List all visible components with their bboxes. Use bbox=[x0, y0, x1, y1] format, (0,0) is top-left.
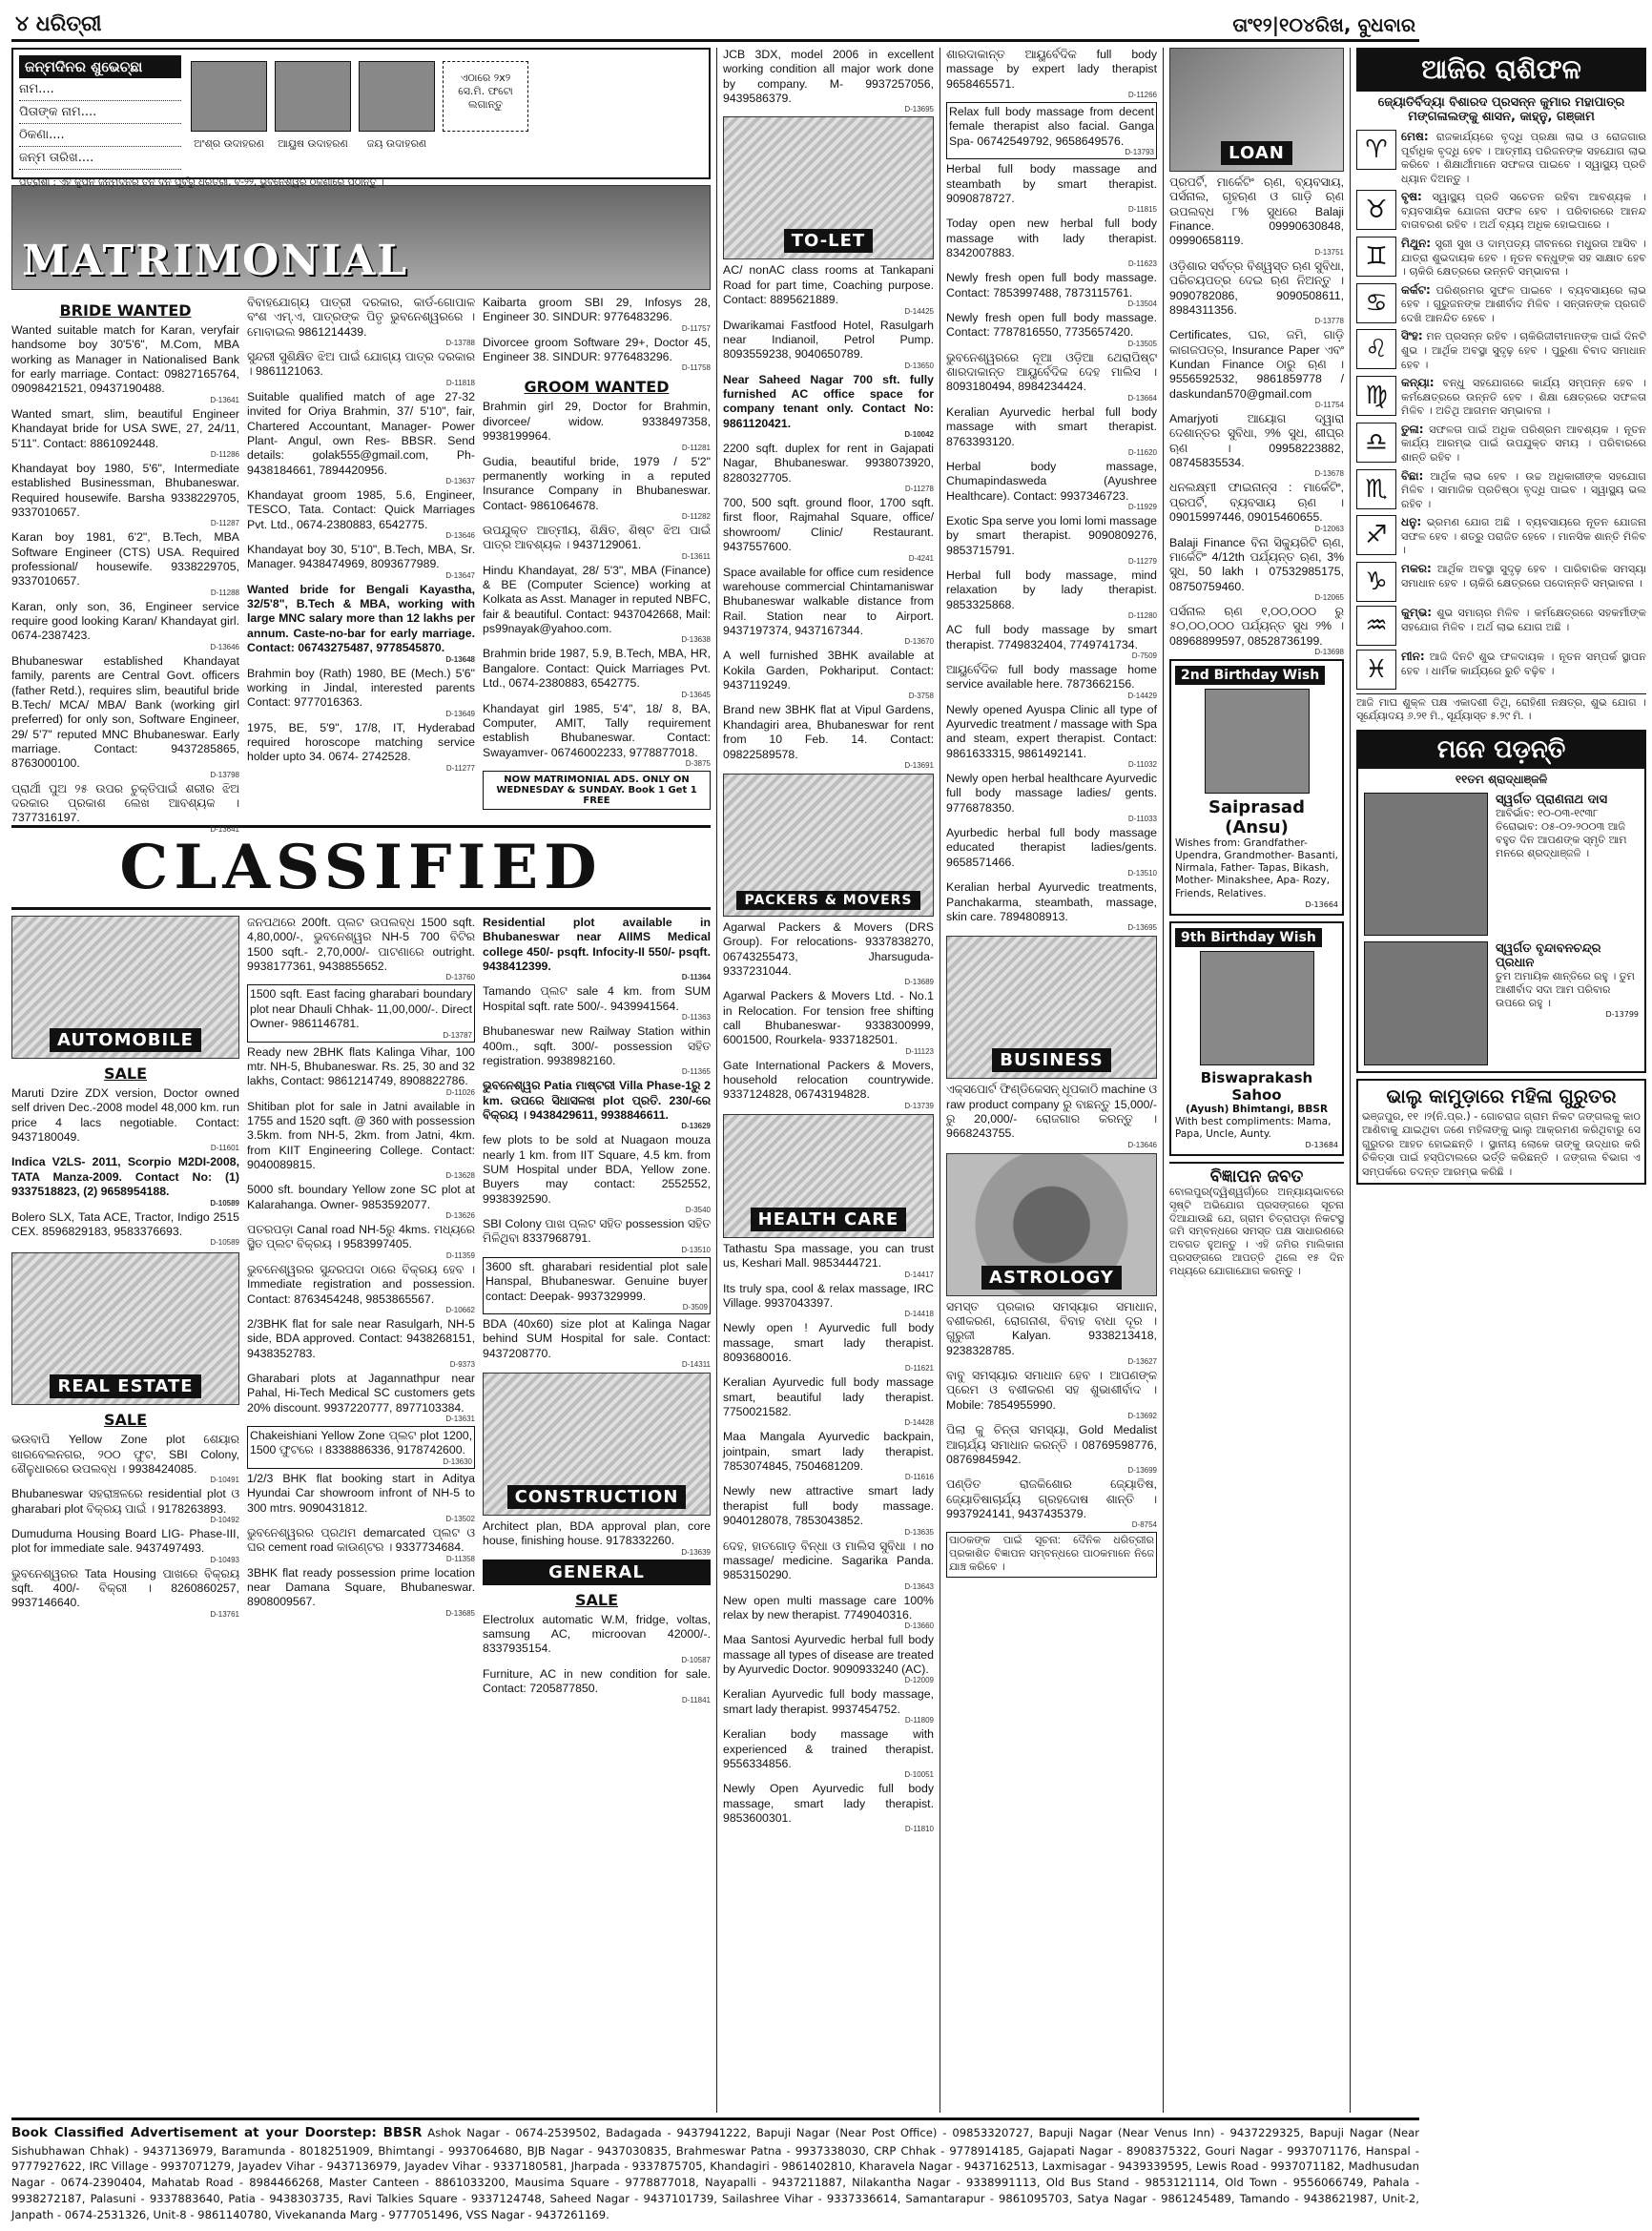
business-image bbox=[946, 936, 1157, 1079]
classified-ad: ଶାରଦାକାନ୍ତ ଆୟୁର୍ବେଦିକ full body massage by expert lady therapist 9658465571. D-11266 bbox=[946, 48, 1157, 100]
classified-ad: 1/2/3 BHK flat booking start in Aditya Hyundai Car showroom infront of NH-5 to 300 mtrs. 9090431812. D-13502 bbox=[247, 1471, 475, 1523]
classified-ad: ଭୁବନେଶ୍ୱରର Tata Housing ପାଖରେ ବିକ୍ରୟ sqft. 400/- ବିକ୍ରୀ । 8260860257, 9937146640. D-13761 bbox=[11, 1566, 239, 1619]
wish-label: 9th Birthday Wish bbox=[1175, 928, 1322, 947]
news-item bbox=[1356, 1079, 1646, 1186]
bride-wanted-heading: BRIDE WANTED bbox=[59, 301, 192, 320]
photo-caption: ଜୟ ଉଦାହରଣ bbox=[366, 137, 427, 150]
classified-ad: Shitiban plot for sale in Jatni available in 1755 and 1520 sqft. @ 360 with possession 3.5km. from NH-5, 2km. from Jatni, 4km. from KIIT Engineering College. Contact: 9040089815. D-13628 bbox=[247, 1099, 475, 1181]
rashifal-title: ଆଜିର ରାଶିଫଳ bbox=[1356, 48, 1646, 92]
classified-ad: 5000 sft. boundary Yellow zone SC plot at Kalarahanga. Owner- 9853592077. D-13626 bbox=[247, 1183, 475, 1221]
classified-ad: Brand new 3BHK flat at Vipul Gardens, Khandagiri area, Bhubaneswar for rent from 10 Feb. 14. Contact: 09822589578. D-13691 bbox=[723, 703, 934, 770]
classified-ad: Keralian Ayurvedic full body massage smart, beautiful lady therapist. 7750021582. D-14428 bbox=[723, 1375, 934, 1428]
sample-photo bbox=[191, 61, 267, 132]
classified-ad: ଆୟୁର୍ବେଦିକ full body massage home service available here. 7873662156. D-14429 bbox=[946, 662, 1157, 700]
aries-icon: ♈ bbox=[1356, 130, 1396, 170]
to-let-image bbox=[723, 116, 934, 259]
construction-image bbox=[483, 1373, 711, 1516]
loan-image bbox=[1169, 48, 1344, 172]
classified-ad: Newly fresh open full body massage. Contact: 7787816550, 7735657420. D-13505 bbox=[946, 311, 1157, 348]
classified-ad: Bolero SLX, Tata ACE, Tractor, Indigo 2515 CEX. 8596829183, 9583376693. D-10589 bbox=[11, 1209, 239, 1248]
classified-ad: Khandayat groom 1985, 5.6, Engineer, TESCO, Tata. Contact: Quick Marriages Pvt. Ltd., 0674-2380883, 6542775. D-13646 bbox=[247, 487, 475, 541]
birthday-coupon bbox=[11, 48, 711, 188]
classified-ad: ପିଲା କୁ ଚିନ୍ତା ସମସ୍ୟା, Gold Medalist ଆଚାର୍ଯ୍ୟ ସମାଧାନ କରନ୍ତି । 08769598776, 08769845942. D-13699 bbox=[946, 1423, 1157, 1476]
name-field: ନାମ.... bbox=[19, 82, 181, 101]
classified-ad: Newly fresh open full body massage. Contact: 7853997488, 7873115761. D-13504 bbox=[946, 271, 1157, 309]
rashi-entry: ♐ ଧନୁ: ଭ୍ରମଣ ଯୋଗ ଅଛି । ବ୍ୟବସାୟରେ ନୂତନ ଯୋଜନା ସଫଳ ହେବ । ଶତ୍ରୁ ପରାଜିତ ହେବେ । ମାନସିକ ଶାନ୍ତି ମିଳିବ । bbox=[1356, 515, 1646, 558]
classified-ad: Gate International Packers & Movers, household relocation countrywide. 9337124828, 06743194828. D-13739 bbox=[723, 1058, 934, 1110]
matrimonial-footnote: NOW MATRIMONIAL ADS. ONLY ON WEDNESDAY & SUNDAY. Book 1 Get 1 FREE bbox=[483, 771, 711, 810]
classified-ad: Indica V2LS- 2011, Scorpio M2DI-2008, TATA Manza-2009. Contact No: (1) 9337518823, (2) 9658954188. D-10589 bbox=[11, 1155, 239, 1208]
memorial-name: ସ୍ୱର୍ଗତ ପ୍ରାଣନାଥ ଦାସ bbox=[1496, 792, 1608, 807]
leo-icon: ♌ bbox=[1356, 329, 1396, 369]
classified-ad: ଓଡ଼ିଶାର ସର୍ବତ୍ର ବିଶ୍ୱସ୍ତ ଋଣ ସୁବିଧା, ପରିଚୟପତ୍ର ଦେଇ ଋଣ ନିଅନ୍ତୁ । 9090782086, 9090508611, 8984311356. D-13778 bbox=[1169, 258, 1344, 326]
classified-ad: Newly open ! Ayurvedic full body massage, smart lady therapist. 8093680016. D-11621 bbox=[723, 1321, 934, 1374]
wish-child-place: (Ayush) Bhimtangi, BBSR bbox=[1185, 1103, 1329, 1115]
classified-ad: Wanted suitable match for Karan, veryfair handsome boy 30'5'6", M.Com, MBA working as Manager in Nationalised Bank for early marriage. Contact: 09827165764, 09098421521, 09437190488. D-13641 bbox=[11, 323, 239, 404]
sample-photo bbox=[359, 61, 435, 132]
classified-ad: Khandayat boy 30, 5'10", B.Tech, MBA, Sr. Manager. 9438474969, 8093677989. D-13647 bbox=[247, 543, 475, 580]
wish-text: Wishes from: Grandfather- Upendra, Grandmother- Basanti, Nirmala, Father- Tapas, Bikash, Mother- Minakshee, Apa- Rozy, Friends, Relatives. bbox=[1175, 837, 1338, 899]
classified-ad: Agarwal Packers & Movers (DRS Group). For relocations- 9337838270, 06743255473, Jharsuguda- 9337231044. D-13689 bbox=[723, 919, 934, 987]
classified-banner-title: CLASSIFIED bbox=[11, 825, 711, 910]
rashi-entry: ♑ ମକର: ଆର୍ଥିକ ଅବସ୍ଥା ସୁଦୃଢ଼ ହେବ । ପାରିବାରିକ ସମସ୍ୟା ସମାଧାନ ହେବ । ଚାକିରି କ୍ଷେତ୍ରରେ ପଦୋନ୍ନତି ସମ୍ଭାବନା । bbox=[1356, 562, 1646, 602]
construction-label: CONSTRUCTION bbox=[507, 1485, 687, 1509]
classified-ad: ଉପଯୁକ୍ତ ଆତ୍ମୀୟ, ଶିକ୍ଷିତ, ଶିଷ୍ଟ ଝିଅ ପାଇଁ ପାତ୍ର ଆବଶ୍ୟକ । 9437129061. D-13611 bbox=[483, 523, 711, 561]
classified-ad: ବିବାହଯୋଗ୍ୟ ପାତ୍ରୀ ଦରକାର, କାର୍ଡ-ଗୋପାଳ ବଂଶ ଏମ୍.ଏ, ପାତ୍ରଙ୍କ ପିତୃ ଭୁବନେଶ୍ୱରରେ । ମୋବାଇଲ 9861214439. D-13788 bbox=[247, 296, 475, 348]
footer-agents-list: Ashok Nagar - 0674-2539502, Badagada - 9437941222, Bapuji Nagar (Near Post Office) - 09853320727, Bapuji Nagar (Near Venus Inn) - 9437229325, Bapuji Nagar (Near Sishubhawan Chhak) - 9437136979, Baramunda - 8018251909, Bhimtangi - 9937064680, BJB Nagar - 9437030835, Brahmeswar Patna - 9937338030, CRP Chhak - 9778914185, Gajapati Nagar - 8908375322, Gouri Nagar - 9937071176, Hanspal - 9777927622, IRC Village - 9937071279, Jayadev Vihar - 9437136979, Jayadev Vihar - 9337180581, Jharpada - 9337875705, Khandagiri - 9861402810, Kharavela Nagar - 9437162513, Laxmisagar - 9439339595, Lewis Road - 9937071182, Madhusudan Nagar - 0674-2390404, Mahatab Road - 8984466268, Master Canteen - 8861033200, Mausima Square - 9778877018, Nayapalli - 9437211887, Nilakantha Nagar - 9338991113, Old Bus Stand - 9853121114, Old Town - 9556066749, Pahala - 9938272187, Palasuni - 9337883640, Patia - 9438303735, Ravi Talkies Square - 9337124748, Saheed Nagar - 9437101739, Sailashree Vihar - 9337336614, Samantarapur - 9861095703, Satya Nagar - 9861245489, Tamando - 9438621987, Unit-2, Janpath - 0674-2531326, Unit-8 - 9861140780, Vivekananda Marg - 9777051496, VSS Nagar - 9437261169. bbox=[11, 2126, 1419, 2221]
classified-col-2 bbox=[247, 916, 475, 2051]
memorial-label: ୧୧ତମ ଶ୍ରାଦ୍ଧାଞ୍ଜଳି bbox=[1455, 772, 1548, 786]
classified-ad: Keralian herbal Ayurvedic treatments, Panchakarma, steambath, massage, skin care. 7894808913. D-13695 bbox=[946, 880, 1157, 933]
classified-ad: Maa Mangala Ayurvedic backpain, jointpain, smart lady therapist. 7853074845, 7504681209. D-11616 bbox=[723, 1430, 934, 1482]
classified-ad: Kaibarta groom SBI 29, Infosys 28, Engineer 30. SINDUR: 9776483296. D-11757 bbox=[483, 296, 711, 333]
classified-ad: ଧନଲକ୍ଷ୍ମୀ ଫାଇନାନ୍ସ : ମାର୍କେଟିଂ, ପ୍ରପର୍ଟି, ବ୍ୟବସାୟ ଋଣ । 09015997446, 09015460655. D-12063 bbox=[1169, 481, 1344, 533]
matrimonial-section bbox=[11, 296, 711, 834]
classified-ad: Dwarikamai Fastfood Hotel, Rasulgarh near Indianoil, Petrol Pump. 8093559238, 9040650789. D-13650 bbox=[723, 318, 934, 370]
classified-ad: ସୁନ୍ଦରୀ ସୁଶିକ୍ଷିତ ଝିଅ ପାଇଁ ଯୋଗ୍ୟ ପାତ୍ର ଦରକାର । 9861121063. D-11818 bbox=[247, 350, 475, 387]
scorpio-icon: ♏ bbox=[1356, 469, 1396, 509]
classified-ad: Herbal body massage, Chumapindasweda (Ayushree Healthcare). Contact: 9937346723. D-11929 bbox=[946, 459, 1157, 511]
matrimonial-col-3 bbox=[483, 296, 711, 825]
page-header bbox=[11, 10, 1419, 42]
page-number-masthead: ୪ ଧରିତ୍ରୀ bbox=[15, 12, 102, 36]
rashi-entry: ♏ ବିଛା: ଆର୍ଥିକ ଲାଭ ହେବ । ଉଚ୍ଚ ଅଧିକାରୀଙ୍କ ସହଯୋଗ ମିଳିବ । ସାମାଜିକ ପ୍ରତିଷ୍ଠା ବୃଦ୍ଧି ପାଇବ । ସ୍ୱାସ୍ଥ୍ୟ ଭଲ ରହିବ । bbox=[1356, 469, 1646, 512]
classified-ad: Maa Santosi Ayurvedic herbal full body massage all types of disease are treated by Ayurvedic Doctor. 9090933240 (AC). D-12009 bbox=[723, 1633, 934, 1685]
memorial-name: ସ୍ୱର୍ଗତ ବୃନ୍ଦାବନଚନ୍ଦ୍ର ପ୍ରଧାନ bbox=[1496, 940, 1601, 970]
packers-movers-image bbox=[723, 774, 934, 917]
wish-text: With best compliments: Mama, Papa, Uncle, Aunty. bbox=[1175, 1115, 1332, 1140]
health-care-label: HEALTH CARE bbox=[751, 1208, 907, 1231]
classified-ad: AC/ nonAC class rooms at Tankapani Road for part time, Coaching purpose. Contact: 8895621889. D-14425 bbox=[723, 263, 934, 316]
classified-ad: Space available for office cum residence warehouse commercial Chintamaniswar Bhubaneswar walkable distance from Rail. Station near to Airport. 9437197374, 9437167344. D-13670 bbox=[723, 565, 934, 647]
sample-photos bbox=[191, 61, 528, 132]
classified-ad: Bhubaneswar new Railway Station within 400m., sqft. 300/- possession ସହିତ registration. 9938982160. D-11365 bbox=[483, 1024, 711, 1077]
sagittarius-icon: ♐ bbox=[1356, 515, 1396, 555]
classified-ad: Agarwal Packers & Movers Ltd. - No.1 in Relocation. For tension free shifting call Bhubaneswar- 9338300999, 6001500, Rourkela- 9337182501. D-11123 bbox=[723, 989, 934, 1056]
classified-ad: Karan, only son, 36, Engineer service require good looking Karan/ Khandayat girl. 0674-2387423. D-13646 bbox=[11, 599, 239, 651]
classified-ad: Architect plan, BDA approval plan, core house, finishing house. 9178332260. D-13639 bbox=[483, 1518, 711, 1557]
loan-column bbox=[1169, 48, 1351, 2113]
classified-ad: Newly Open Ayurvedic full body massage, smart lady therapist. 9853600301. D-11810 bbox=[723, 1782, 934, 1834]
classified-ad: Its truly spa, cool & relax massage, IRC Village. 9937043397. D-14418 bbox=[723, 1281, 934, 1319]
classified-ad: Exotic Spa serve you lomi lomi massage by smart therapist. 9090809276, 9853715791. D-11279 bbox=[946, 513, 1157, 567]
classified-ad: Amarjyoti ଆୟୋଗ ଦ୍ୱାରା ଦେଶାନ୍ତର ସୁବିଧା, ୨% ସୁଧ, ଶୀଘ୍ର ଋଣ । 09958223882, 08745835534. D-13678 bbox=[1169, 412, 1344, 479]
classified-ad: 3BHK flat ready possession prime location near Damana Square, Bhubaneswar. 8908009567. D-13685 bbox=[247, 1565, 475, 1618]
classified-ad: ଭୁବନେଶ୍ୱର Patia ମାଷ୍ଟରୀ Villa Phase-1ରୁ 2 km. ଉପରେ ସିଧାସଳଖ plot ପ୍ରତି. 230/-ରେ ବିକ୍ରୟ । 9438429611, 9938846611. D-13629 bbox=[483, 1079, 711, 1131]
panjika-text: ଆଜି ମାଘ ଶୁକ୍ଳ ପକ୍ଷ ଏକାଦଶୀ ତିଥି, ରୋହିଣୀ ନକ୍ଷତ୍ର, ଶୁଭ ଯୋଗ । ସୂର୍ଯ୍ୟୋଦୟ ୬.୨୧ ମି., ସୂର୍ଯ୍ୟାସ୍ତ ୫.୨୯ ମି. । bbox=[1356, 693, 1646, 724]
matrimonial-banner-title: MATRIMONIAL bbox=[22, 237, 409, 285]
sample-photo bbox=[275, 61, 351, 132]
dob-field: ଜନ୍ମ ତାରିଖ.... bbox=[19, 151, 181, 170]
classified-ad: Bhubaneswar established Khandayat family, parents are Central Govt. officers (father Retd.), requires slim, beautiful bride B.Tech/ MCA/ MBA/ Bank (working girl preferred) for only son, Software Engineer, 29/ 5'7" reputed MNC Bhubaneswar. Early marriage. Contact: 9437285865, 8763000100. D-13798 bbox=[11, 653, 239, 779]
capricorn-icon: ♑ bbox=[1356, 562, 1396, 602]
birthday-title: ଜନ୍ମଦିନର ଶୁଭେଚ୍ଛା bbox=[19, 55, 181, 78]
classified-ad: Gharabari plots at Jagannathpur near Pahal, Hi-Tech Medical SC customers gets 20% discount. 9937220777, 8977103384. D-13631 bbox=[247, 1371, 475, 1424]
notice-text: ବୋଲପୁର(ଦ୍ୱିଶ୍ୱର୍ଗ)ରେ ଅନ୍ୟାୟଭାବରେ ସୃଷ୍ଟି ଅଭିଯୋଗ ପ୍ରସଙ୍ଗରେ ସୂଚନା ଦିଆଯାଉଛି ଯେ, ଗ୍ରାମ ଚିତ୍ରାପଡ଼ା ନିକଟସ୍ଥ ଜମି ସମ୍ବନ୍ଧରେ ସମସ୍ତ ପକ୍ଷ ସାଧାରଣରେ ଅବଗତ ହୁଅନ୍ତୁ । ଏହି ଜମିର ମାଲିକାନା ପ୍ରସଙ୍ଗରେ ଆପତ୍ତି ଥିଲେ ୧୫ ଦିନ ମଧ୍ୟରେ ଯୋଗାଯୋଗ କରନ୍ତୁ । bbox=[1169, 1187, 1344, 1277]
classified-ad: Furniture, AC in new condition for sale. Contact: 7205877850. D-11841 bbox=[483, 1666, 711, 1704]
coupon-note: ପତ୍ରାଶା : ଏହି କୁପନ ଜନ୍ମଦିନର ତିନି ଦିନ ପୂର୍ବରୁ ଧରିତ୍ରୀ, ବି-୨୨, ଭୁବନେଶ୍ୱର ଠିକଣାରେ ପଠାନ୍ତୁ । bbox=[19, 177, 384, 188]
classified-ad: few plots to be sold at Nuagaon mouza nearly 1 km. from IIT Square, 4.5 km. from SUM Hospital under BDA, Yellow zone. Buyers may contact: 2552552, 9938392590. D-3540 bbox=[483, 1133, 711, 1215]
rashi-entry: ♓ ମୀନ: ଆଜି ଦିନଟି ଶୁଭ ଫଳଦାୟକ । ନୂତନ ସମ୍ପର୍କ ସ୍ଥାପନ ହେବ । ଧାର୍ମିକ କାର୍ଯ୍ୟରେ ରୁଚି ବଢ଼ିବ । bbox=[1356, 650, 1646, 690]
classified-ad: Ayurbedic herbal full body massage educated therapist ladies/gents. 9658571466. D-13510 bbox=[946, 826, 1157, 878]
date-line: ତାଂ୧୨|୧୦୪ରିଖ, ବୁଧବାର bbox=[1232, 12, 1415, 36]
sale-heading: SALE bbox=[574, 1590, 619, 1609]
astrology-label: ASTROLOGY bbox=[981, 1266, 1122, 1290]
classified-ad: AC full body massage by smart therapist. 7749832404, 7749741734. D-7509 bbox=[946, 623, 1157, 660]
classified-ad: ଭୁବନେଶ୍ୱରର ପ୍ରଥମ demarcated ପ୍ଲଟ ଓ ଘର cement road କାଉଣ୍ଟର । 9337734684. D-11358 bbox=[247, 1525, 475, 1563]
ad-code: D-13664 bbox=[1305, 899, 1338, 909]
news-body: ଭଞ୍ଜପୁର, ୧୧ ।୨(ନି.ପ୍ର.) - ଗୋଚରାଜ ଗ୍ରାମ ନିକଟ ଜଙ୍ଗଲକୁ କାଠ ଆଣିବାକୁ ଯାଇଥିବା ଜଣେ ମହିଳାଙ୍କୁ ଭାଲୁ ଆକ୍ରମଣ କରିଥିବାରୁ ସେ ଗୁରୁତର ଆହତ ହୋଇଛନ୍ତି । ସ୍ଥାନୀୟ ଲୋକେ ତାଙ୍କୁ ଉଦ୍ଧାର କରି ଚିକିତ୍ସା ପାଇଁ ହସ୍ପିଟାଲରେ ଭର୍ତ୍ତି କରିଛନ୍ତି । ଜଙ୍ଗଲ ବିଭାଗ ଏ ସମ୍ପର୍କରେ ତଦନ୍ତ ଆରମ୍ଭ କରିଛି । bbox=[1362, 1109, 1641, 1178]
classified-ad: Keralian Ayurvedic herbal full body massage with smart therapist. 8763393120. D-11620 bbox=[946, 404, 1157, 457]
classified-ad: Keralian body massage with experienced & trained therapist. 9556334856. D-10051 bbox=[723, 1727, 934, 1780]
classified-ad: Bhubaneswar ସହରାଞ୍ଚଳରେ residential plot ଓ gharabari plot ବିକ୍ରୟ ପାଇଁ । 9178263893. D-10492 bbox=[11, 1487, 239, 1525]
packers-movers-label: PACKERS & MOVERS bbox=[736, 891, 919, 910]
memorial-photo bbox=[1364, 941, 1488, 1065]
birthday-wish-card bbox=[1169, 659, 1344, 916]
memorial-box bbox=[1356, 730, 1646, 1073]
footer-heading: Book Classified Advertisement at your Doorstep: BBSR bbox=[11, 2125, 423, 2140]
classified-ad: New open multi massage care 100% relax by new therapist. 7749040316. D-13660 bbox=[723, 1593, 934, 1631]
rashi-entry: ♎ ତୁଳା: ସଫଳତା ପାଇଁ ଅଧିକ ପରିଶ୍ରମ ଆବଶ୍ୟକ । ନୂତନ କାର୍ଯ୍ୟ ଆରମ୍ଭ ପାଇଁ ଉପଯୁକ୍ତ ସମୟ । ପରିବାରରେ ଶାନ୍ତି ରହିବ । bbox=[1356, 423, 1646, 465]
classified-ad: Brahmin bride 1987, 5.9, B.Tech, MBA, HR, Bangalore. Contact: Quick Marriages Pvt. Ltd., 0674-2380883, 6542775. D-13645 bbox=[483, 647, 711, 699]
classified-ad: Newly opened Ayuspa Clinic all type of Ayurvedic treatment / massage with Spa and steam, expert therapist. Contact: 9861633315, 9861492141. D-11032 bbox=[946, 702, 1157, 770]
virgo-icon: ♍ bbox=[1356, 376, 1396, 416]
rashifal-column bbox=[1356, 48, 1652, 2113]
rashifal-byline: ଜ୍ୟୋତିର୍ବିଦ୍ୟା ବିଶାରଦ ପ୍ରସନ୍ନ କୁମାର ମହାପାତ୍ର ମଙ୍ଗଳାଲଙ୍କୁ ଶାସନ, କାହ୍ନୁ, ଗଞ୍ଜାମ bbox=[1377, 95, 1625, 124]
classified-ad: ସମସ୍ତ ପ୍ରକାର ସମସ୍ୟାର ସମାଧାନ, ବଶୀକରଣ, ରୋଗନାଶ, ବିବାହ ବାଧା ଦୂର । ଗୁରୁଜୀ Kalyan. 9338213418, 9238328785. D-13627 bbox=[946, 1299, 1157, 1367]
classified-ad: ବାବୁ ସମସ୍ୟାର ସମାଧାନ ହେବ । ଆପଣଙ୍କ ପ୍ରେମ ଓ ବଶୀକରଣ ସହ ଶୁଭାଶୀର୍ବାଦ । Mobile: 7854955990. D-13692 bbox=[946, 1369, 1157, 1421]
classified-ad: ଦେହ, ହାତଗୋଡ଼ ବିନ୍ଧା ଓ ମାଲିସ ସୁବିଧା । no massage/ medicine. Sagarika Panda. 9853150290. D-13643 bbox=[723, 1539, 934, 1591]
classified-ad: Maruti Dzire ZDX version, Doctor owned self driven Dec.-2008 model 48,000 km. run price 4 lacs negotiable. Contact: 9437180049. D-11601 bbox=[11, 1086, 239, 1153]
classified-ad: Dumuduma Housing Board LIG- Phase-III, plot for immediate sale. 9437497493. D-10493 bbox=[11, 1527, 239, 1564]
photo-caption: ଆୟୁଷ ଉଦାହରଣ bbox=[278, 137, 348, 150]
classified-ad: ପତରପଡ଼ା Canal road NH-5ରୁ 4kms. ମଧ୍ୟରେ ସ୍ଥିତ ପ୍ଲଟ ବିକ୍ରୟ । 9583997405. D-11359 bbox=[247, 1223, 475, 1260]
classified-ad: Electrolux automatic W.M, fridge, voltas, samsung AC, microovan 42000/-. 8337935154. D-10587 bbox=[483, 1612, 711, 1664]
classified-ad: 700, 500 sqft. ground floor, 1700 sqft. first floor, Rajmahal Square, office/ showroom/ Clinic/ Restaurant. 9437557600. D-4241 bbox=[723, 496, 934, 563]
classified-ad: Chakeishiani Yellow Zone ପ୍ଲଟ plot 1200, 1500 ଫୁଟରେ । 8338886336, 9178742600. D-13630 bbox=[247, 1426, 475, 1469]
services-column bbox=[946, 48, 1164, 2113]
classified-ad: ଭୁବନେଶ୍ୱରର ସୁନ୍ଦରପଦା ଠାରେ ବିକ୍ରୟ ହେବ । Immediate registration and possession. Contact: 8763454248, 9853865567. D-10662 bbox=[247, 1262, 475, 1314]
classified-ad: Tathastu Spa massage, you can trust us, Keshari Mall. 9853444721. D-14417 bbox=[723, 1241, 934, 1279]
rashi-entry: ♍ କନ୍ୟା: ବନ୍ଧୁ ସହଯୋଗରେ କାର୍ଯ୍ୟ ସମ୍ପନ୍ନ ହେବ । କର୍ମକ୍ଷେତ୍ରରେ ଉନ୍ନତି ହେବ । ଶିକ୍ଷା କ୍ଷେତ୍ରରେ ସଫଳତା ମିଳିବ । ଅତିଥି ଆଗମନ ସମ୍ଭାବନା । bbox=[1356, 376, 1646, 419]
classified-ad: Residential plot available in Bhubaneswar near AIIMS Medical college 450/- psqft. Infocity-II 550/- psqft. 9438412399. D-11364 bbox=[483, 916, 711, 982]
classified-ad: ପଣ୍ଡିତ ରାଜକିଶୋର ଜ୍ୟୋତିଷ, ଜ୍ୟୋତିଷାଚାର୍ଯ୍ୟ ଗ୍ରହଦୋଷ ଶାନ୍ତି । 9937924141, 9437435379. D-8754 bbox=[946, 1477, 1157, 1530]
automobile-image bbox=[11, 916, 239, 1059]
real-estate-label: REAL ESTATE bbox=[50, 1374, 200, 1398]
to-let-column bbox=[723, 48, 940, 2113]
classified-ad: Karan boy 1981, 6'2", B.Tech, MBA Software Engineer (CTS) USA. Required professional/ housewife. 9338229705, 9337010657. D-11288 bbox=[11, 530, 239, 597]
classified-ad: Keralian Ayurvedic full body massage, smart lady therapist. 9937454752. D-11809 bbox=[723, 1687, 934, 1725]
classified-ad: 2/3BHK flat for sale near Rasulgarh, NH-5 side, BDA approved. Contact: 9438268151, 9438352783. D-9373 bbox=[247, 1316, 475, 1369]
reader-notice: ପାଠକଙ୍କ ପାଇଁ ସୂଚନା: ଦୈନିକ ଧରିତ୍ରୀର ପ୍ରକାଶିତ ବିଜ୍ଞାପନ ସମ୍ବନ୍ଧରେ ପାଠକମାନେ ନିଜେ ଯାଞ୍ଚ କରିବେ । bbox=[946, 1532, 1157, 1577]
classified-ad: Wanted bride for Bengali Kayastha, 32/5'8", B.Tech & MBA, working with large MNC salary more than 12 lakhs per annum. Caste-no-bar for early marriage. Contact: 06743275487, 9778545870. D-13648 bbox=[247, 582, 475, 664]
wish-child-name: Biswaprakash Sahoo bbox=[1200, 1068, 1313, 1104]
classified-ad: Gudia, beautiful bride, 1979 / 5'2" permanently working in a reputed Insurance Company in Bhubaneswar. Contact- 9861064678. D-11282 bbox=[483, 454, 711, 521]
rashi-entry: ♉ ବୃଷ: ସ୍ୱାସ୍ଥ୍ୟ ପ୍ରତି ସଚେତନ ରହିବା ଆବଶ୍ୟକ । ବ୍ୟବସାୟିକ ଯୋଜନା ସଫଳ ହେବ । ପରିବାରରେ ଆନନ୍ଦ ବାତାବରଣ ରହିବ । ଅର୍ଥ ବ୍ୟୟ ଅଧିକ ହୋଇପାରେ । bbox=[1356, 190, 1646, 233]
classified-ad: 3600 sft. gharabari residential plot sale Hanspal, Bhubaneswar. Genuine buyer contact: Deepak- 9937329999. D-3509 bbox=[483, 1257, 711, 1314]
matrimonial-banner-image bbox=[11, 185, 711, 290]
real-estate-image bbox=[11, 1252, 239, 1405]
classified-col-3 bbox=[483, 916, 711, 2051]
loan-label: LOAN bbox=[1221, 141, 1292, 165]
classified-ad: Brahmin boy (Rath) 1980, BE (Mech.) 5'6" working in Jindal, interested parents Contact: 9777016363. D-13649 bbox=[247, 666, 475, 718]
classified-ad: Divorcee groom Software 29+, Doctor 45, Engineer 38. SINDUR: 9776483296. D-11758 bbox=[483, 335, 711, 373]
health-care-image bbox=[723, 1114, 934, 1238]
child-photo bbox=[1200, 951, 1314, 1065]
classified-ad: Khandayat boy 1980, 5'6", Intermediate established Businessman, Bhubaneswar. Required housewife. Barsha 9338229705, 9337010657. D-11287 bbox=[11, 461, 239, 528]
classified-ad: A well furnished 3BHK available at Kokila Garden, Pokhariput. Contact: 9437119249. D-3758 bbox=[723, 649, 934, 701]
rashi-entry: ♒ କୁମ୍ଭ: ଶୁଭ ସମାଚାର ମିଳିବ । କର୍ମକ୍ଷେତ୍ରରେ ସହକର୍ମୀଙ୍କ ସହଯୋଗ ମିଳିବ । ଅର୍ଥ ଲାଭ ଯୋଗ ଅଛି । bbox=[1356, 606, 1646, 646]
news-headline: ଭାଲୁ କାମୁଡ଼ାରେ ମହିଳା ଗୁରୁତର bbox=[1386, 1084, 1617, 1107]
classified-ad: ପ୍ରପର୍ଟି, ମାର୍କେଟିଂ ଋଣ, ବ୍ୟବସାୟ, ପର୍ସନାଲ, ଗୃହଋଣ ଓ ଗାଡ଼ି ଋଣ ଉପଲବ୍ଧ ୮% ସୁଧରେ Balaji Finance. 09990630848, 09990658119. D-13751 bbox=[1169, 176, 1344, 257]
classified-col-1 bbox=[11, 916, 239, 2051]
classified-ad: ଏକ୍ସପୋର୍ଟ ଫିଣ୍ଡିକେସନ୍ ଧୂପକାଠି machine ଓ raw product company ରୁ ବାଛନ୍ତୁ 15,000/- ରୁ 20,000/- ରୋଜଗାର କରନ୍ତୁ । 9668243755. D-13646 bbox=[946, 1083, 1157, 1149]
photo-placeholder: ଏଠାରେ ୨x୨ ସେ.ମି. ଫଟୋ ଲଗାନ୍ତୁ bbox=[443, 61, 528, 132]
wish-label: 2nd Birthday Wish bbox=[1175, 666, 1325, 685]
rashi-entry: ♌ ସିଂହ: ମନ ପ୍ରସନ୍ନ ରହିବ । ଚାକିରିଜୀବୀମାନଙ୍କ ପାଇଁ ଦିନଟି ଶୁଭ । ଆର୍ଥିକ ଅବସ୍ଥା ସୁଦୃଢ଼ ହେବ । ପୁରୁଣା ବିବାଦ ସମାଧାନ ହେବ । bbox=[1356, 329, 1646, 372]
classified-ad: Brahmin girl 29, Doctor for Brahmin, divorcee/ widow. 9338497358, 9938199964. D-11281 bbox=[483, 400, 711, 452]
memorial-text: ଆବିର୍ଭାବ: ୧୦-୦୩-୧୯୩୮ ତିରୋଭାବ: ୦୫-୦୨-୨୦୦୩ ଆଜି ବହୁତ ଦିନ ଆପଣଙ୍କ ସ୍ମୃତି ଆମ ମନରେ ଶ୍ରଦ୍ଧାଞ୍ଜଳି । bbox=[1496, 806, 1627, 860]
classified-ad: Suitable qualified match of age 27-32 invited for Oriya Brahmin, 37/ 5'10", fair, Chartered Accountant, Manager- Power Plant- Angul, own Res- BBSR. Send details: golak555@gmail.com, Ph-9438184661, 7894420956. D-13637 bbox=[247, 389, 475, 485]
classified-ad: Herbal full body massage, mind relaxation by lady therapist. 9853325868. D-11280 bbox=[946, 568, 1157, 621]
classified-ad: Ready new 2BHK flats Kalinga Vihar, 100 mtr. NH-5, Bhubaneswar. Rs. 25, 30 and 32 lakhs, Contact: 9861214749, 8908822786. D-11026 bbox=[247, 1044, 475, 1097]
classified-ad: Relax full body massage from decent female therapist also facial. Ganga Spa- 06742549792, 9658649576. D-13793 bbox=[946, 102, 1157, 159]
classified-ad: Herbal full body massage and steambath by smart therapist. 9090878727. D-11815 bbox=[946, 162, 1157, 215]
ad-code: D-13799 bbox=[1605, 1010, 1639, 1020]
libra-icon: ♎ bbox=[1356, 423, 1396, 463]
classified-ad: SBI Colony ପାଖ ପ୍ଲଟ ସହିତ possession ସହିତ ମିଳିଥିବା 8337968791. D-13510 bbox=[483, 1217, 711, 1254]
sale-heading: SALE bbox=[103, 1411, 148, 1430]
classified-ad: Today open new herbal full body massage with lady therapist. 8342007883. D-11623 bbox=[946, 217, 1157, 269]
left-section bbox=[11, 48, 717, 2113]
ad-code: D-13684 bbox=[1305, 1141, 1338, 1150]
classified-ad: 1500 sqft. East facing gharabari boundary plot near Dhauli Chhak- 11,00,000/-. Direct Owner- 9861146781. D-13787 bbox=[247, 984, 475, 1042]
rashi-entry: ♋ କର୍କଟ: ପରିଶ୍ରମର ସୁଫଳ ପାଇବେ । ବ୍ୟବସାୟରେ ଲାଭ ହେବ । ଗୁରୁଜନଙ୍କ ଆଶୀର୍ବାଦ ମିଳିବ । ସନ୍ତାନଙ୍କ ପ୍ରଗତି ଦେଖି ଆନନ୍ଦିତ ହେବେ । bbox=[1356, 283, 1646, 326]
booking-footer bbox=[11, 2117, 1419, 2223]
classified-ad: Hindu Khandayat, 28/ 5'3", MBA (Finance) & BE (Computer Science) working at Kolkata as Asst. Manager in reputed NBFC, fair & beautiful. Contact: 9437042668, Mail: ps99nayak@yahoo.com. D-13638 bbox=[483, 563, 711, 645]
classified-ad: ପର୍ସନାଲ ଋଣ ୧,୦୦,୦୦୦ ରୁ ୫୦,୦୦,୦୦୦ ପର୍ଯ୍ୟନ୍ତ ସୁଧ ୨% । 08968899597, 08528736199. D-13698 bbox=[1169, 604, 1344, 657]
classified-ad: ଭୁବନେଶ୍ୱରରେ ନୂଆ ଓଡ଼ିଆ ଥେରାପିଷ୍ଟ ଶାରଦାକାନ୍ତ ଆୟୁର୍ବେଦିକ ଦେହ ମାଲିସ । 8093180494, 8984234424. D-13664 bbox=[946, 350, 1157, 403]
classified-ad: ଜନପଥରେ 200ft. ପ୍ଲଟ ଉପଲବ୍ଧ 1500 sqft. 4,80,000/-, ଭୁବନେଶ୍ୱର NH-5 700 ବିଟିର 1500 sqft.- 2,70,000/- ପାଟଣାରେ outright. 9938177361, 9438855652. D-13760 bbox=[247, 916, 475, 982]
memorial-title: ମନେ ପଡ଼ନ୍ତି bbox=[1358, 732, 1644, 769]
photo-caption: ଅଂଶ୍ର ଉଦାହରଣ bbox=[194, 137, 264, 150]
memorial-photo bbox=[1364, 793, 1488, 936]
classified-ad: ପ୍ରାର୍ଥୀ ପୁଅ ୨୫ ଉପର ଚୁକ୍ତିପାଇଁ ଶରୀର ଝିଅ ଦରକାର ପ୍ରକାଶ ଲେଖ ଆବଶ୍ୟକ । 7377316197. D-13641 bbox=[11, 781, 239, 834]
matrimonial-col-2 bbox=[247, 296, 475, 825]
classified-ad: Near Saheed Nagar 700 sft. fully furnished AC office space for company tenant only. Contact No: 9861120421. D-10042 bbox=[723, 372, 934, 440]
gemini-icon: ♊ bbox=[1356, 237, 1396, 277]
classified-ad: Tamando ପ୍ଲଟ sale 4 km. from SUM Hospital sqft. rate 500/-. 9439941564. D-11363 bbox=[483, 984, 711, 1023]
classified-ad: JCB 3DX, model 2006 in excellent working condition all major work done by company. M- 9937257056, 9439586379. D-13695 bbox=[723, 48, 934, 114]
rashi-entry: ♈ ମେଷ: ରାଜକାର୍ଯ୍ୟରେ ବୃଦ୍ଧି ପ୍ରକ୍ଷା ଲାଭ ଓ ରୋଜଗାର ପୂର୍ବାଧିକ ବୃଦ୍ଧି ହେବ । ଆତ୍ମୀୟ ପରିଜନଙ୍କ ସହଯୋଗ ଲାଭ କରିବେ । ଶିକ୍ଷାର୍ଥୀମାନେ ସଫଳତା ପାଇବେ । ସ୍ୱାସ୍ଥ୍ୟ ପ୍ରତି ଧ୍ୟାନ ଦିଅନ୍ତୁ । bbox=[1356, 130, 1646, 186]
classified-ad: 2200 sqft. duplex for rent in Gajapati Nagar, Bhubaneswar. 9938073920, 8280327705. D-11278 bbox=[723, 442, 934, 494]
classified-ad: BDA (40x60) size plot at Kalinga Nagar behind SUM Hospital for sale. Contact: 9437208770. D-14311 bbox=[483, 1316, 711, 1369]
aquarius-icon: ♒ bbox=[1356, 606, 1396, 646]
general-heading: GENERAL bbox=[483, 1560, 711, 1585]
classified-ad: Balaji Finance ବିନା ସିକ୍ୟୁରିଟି ଋଣ, ମାର୍କେଟିଂ 4/12th ପର୍ଯ୍ୟନ୍ତ ଋଣ, 3% ସୁଧ, 50 lakh । 07532985175, 08750759460. D-12065 bbox=[1169, 535, 1344, 602]
automobile-label: AUTOMOBILE bbox=[50, 1028, 201, 1052]
father-name-field: ପିତାଙ୍କ ନାମ.... bbox=[19, 105, 181, 124]
to-let-label: TO-LET bbox=[784, 229, 873, 253]
cancer-icon: ♋ bbox=[1356, 283, 1396, 323]
astrology-image bbox=[946, 1153, 1157, 1296]
birthday-wish-card bbox=[1169, 921, 1344, 1156]
matrimonial-col-1 bbox=[11, 296, 239, 834]
sale-heading: SALE bbox=[103, 1064, 148, 1083]
columns-grid bbox=[11, 48, 1646, 2113]
pisces-icon: ♓ bbox=[1356, 650, 1396, 690]
classified-section bbox=[11, 916, 711, 2051]
address-field: ଠିକଣା.... bbox=[19, 128, 181, 147]
classified-ad: Khandayat girl 1985, 5'4", 18/ 8, BA, Computer, AMIT, Tally requirement establish Bhubaneswar. Contact: Swayamver- 06746002233, 9778877018. D-3875 bbox=[483, 701, 711, 768]
classified-ad: Certificates, ଘର, ଜମି, ଗାଡ଼ି କାଗଜପତ୍ର, Insurance Paper ଏବଂ Kundan Finance ଠାରୁ ଋଣ । 9556592532, 9861859778 / daskundan570@gmail.com D-11754 bbox=[1169, 328, 1344, 410]
groom-wanted-heading: GROOM WANTED bbox=[524, 378, 670, 397]
classified-ad: Wanted smart, slim, beautiful Engineer Khandayat bride for USA SWE, 27, 24/11, 5'11". Contact: 8861092448. D-11286 bbox=[11, 406, 239, 459]
classified-ad: Newly open herbal healthcare Ayurvedic full body massage ladies/ gents. 9776878350. D-11033 bbox=[946, 772, 1157, 824]
classified-ad: ଭଉବାପି Yellow Zone plot ଶେୟାର ଖାରବେଲନଗର, ୨୦୦ ଫୁଟ, SBI Colony, ଶୈଳୁଧାରରେ ଉପଲବ୍ଧ । 9938424085. D-10491 bbox=[11, 1433, 239, 1485]
taurus-icon: ♉ bbox=[1356, 190, 1396, 230]
rashi-entry: ♊ ମିଥୁନ: ସ୍ତ୍ରୀ ସୁଖ ଓ ଦାମ୍ପତ୍ୟ ଜୀବନରେ ମଧୁରତା ଆସିବ । ଯାତ୍ରା ଶୁଭଦାୟକ ହେବ । ନୂତନ ବନ୍ଧୁଙ୍କ ସହ ସାକ୍ଷାତ ହେବ । ଚାକିରି କ୍ଷେତ୍ରରେ ଉନ୍ନତି ସମ୍ଭାବନା । bbox=[1356, 237, 1646, 279]
classified-ad: Newly new attractive smart lady therapist full body massage. 9040128078, 7853043852. D-13635 bbox=[723, 1484, 934, 1537]
classified-ad: 1975, BE, 5'9", 17/8, IT, Hyderabad required horoscope matching service holder upto 34. 0674- 2742528. D-11277 bbox=[247, 720, 475, 773]
business-label: BUSINESS bbox=[992, 1048, 1110, 1072]
memorial-text: ତୁମ ଅମାୟିକ ଶାନ୍ତିରେ ରହୁ । ତୁମ ଆଶୀର୍ବାଦ ସଦା ଆମ ପରିବାର ଉପରେ ରହୁ । bbox=[1496, 969, 1635, 1010]
notice-heading: ବିଜ୍ଞାପନ ଜବତ bbox=[1169, 1162, 1344, 1187]
child-photo bbox=[1205, 689, 1310, 794]
wish-child-name: Saiprasad (Ansu) bbox=[1208, 797, 1305, 838]
